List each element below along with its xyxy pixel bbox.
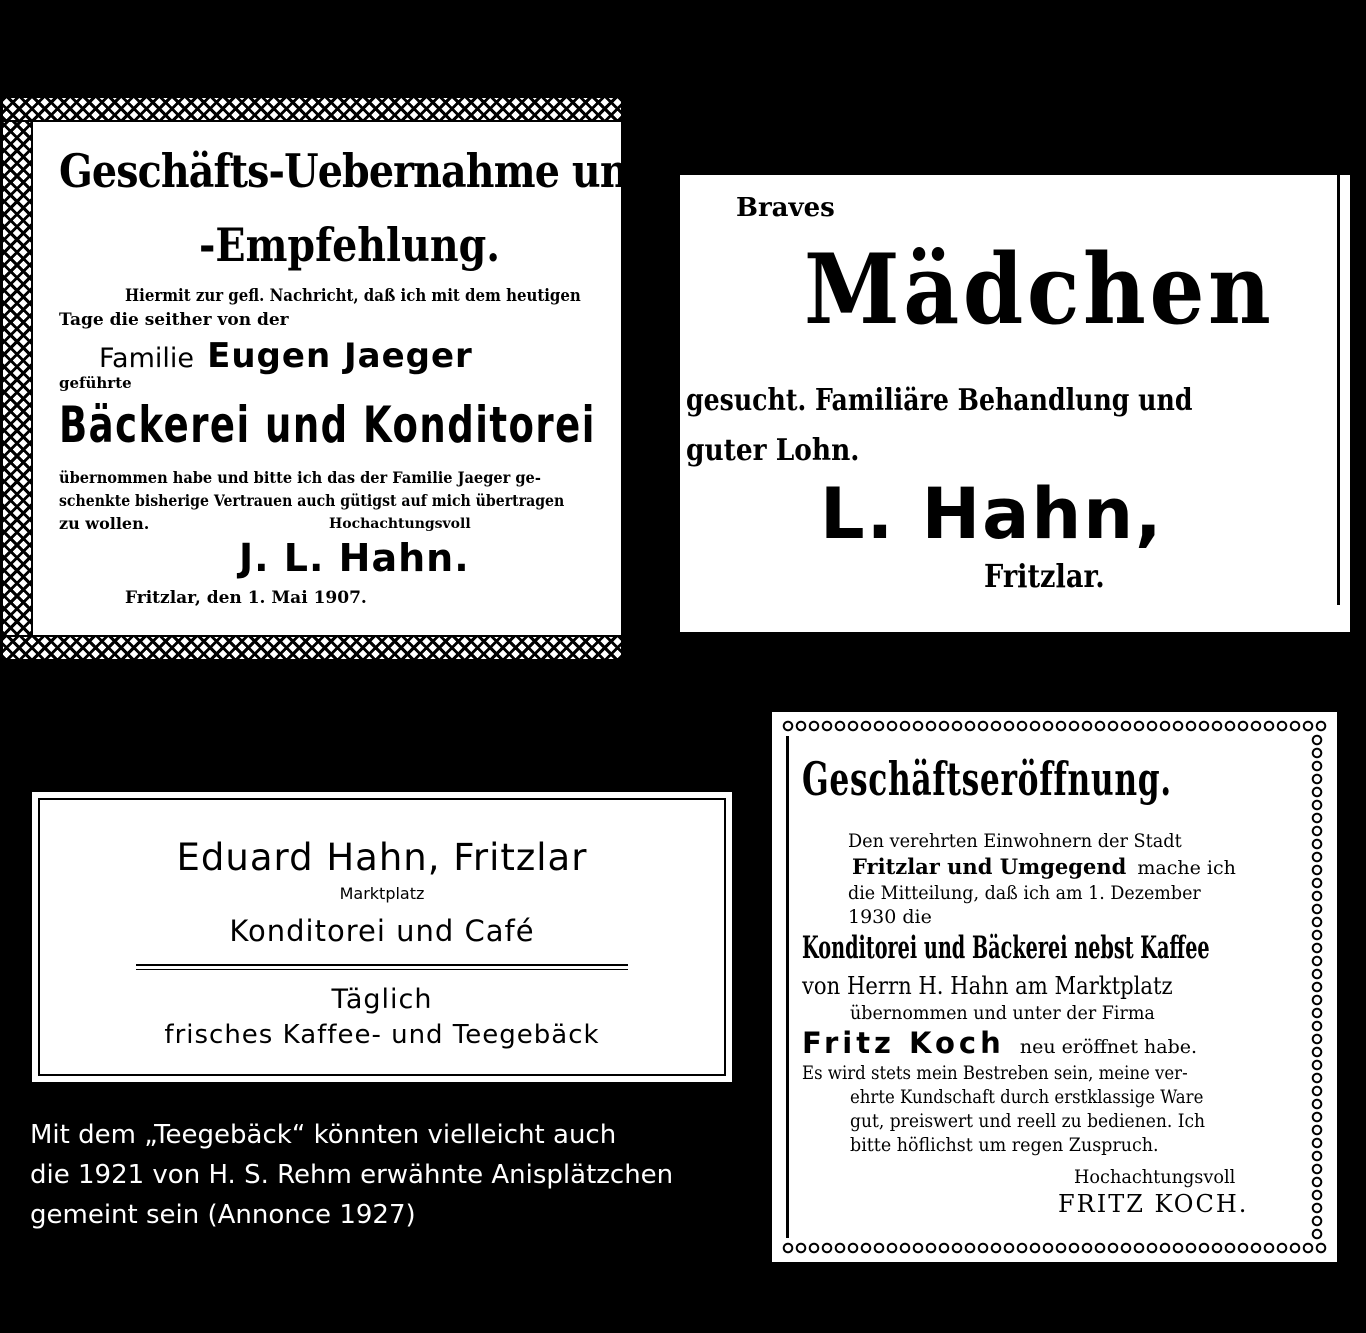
ad-maid-wanted [680,172,1350,632]
caption-line3: gemeint sein (Annonce 1927) [30,1200,416,1230]
ad3-business: Konditorei und Café [229,914,535,948]
ad-cafe [28,788,736,1086]
ad2-right-rule [1337,175,1340,605]
ad1-text-line5: zu wollen. [59,514,150,533]
ad4-line2-rest: mache ich [1137,857,1236,879]
ad4-line12: bitte höflichst um regen Zuspruch. [850,1134,1159,1156]
ad1-familie-label: Familie [99,343,195,374]
ad4-firm-name: Fritz Koch [802,1026,1005,1060]
ad4-chain-border-right [1309,734,1325,1240]
ad1-closing: Hochachtungsvoll [329,516,471,532]
ad4-chain-border-bottom [782,1240,1327,1256]
ad4-line11: gut, preiswert und reell zu bedienen. Ich [850,1110,1206,1132]
ad1-text-line1: Hiermit zur gefl. Nachricht, daß ich mit dem heutigen [125,286,581,306]
ad2-signature: L. Hahn, [820,473,1164,555]
ad3-text-line2: frisches Kaffee- und Teegebäck [164,1020,600,1050]
ad3-name: Eduard Hahn, Fritzlar [176,836,588,879]
ad3-street: Marktplatz [339,884,425,903]
ad4-line2 [852,854,1236,879]
ornament-border-top [3,96,621,122]
ad4-line6: von Herrn H. Hahn am Marktplatz [802,972,1173,1000]
ad3-double-rule-bottom [136,969,628,970]
ad1-text-line4: schenkte bisherige Vertrauen auch gütigst auf mich übertragen [59,491,565,510]
ad4-line8-rest: neu eröffnet habe. [1019,1036,1198,1058]
ad4-border-left [786,736,789,1238]
ad4-line8 [802,1026,1197,1060]
ad2-text-line1: gesucht. Familiäre Behandlung und [686,383,1193,418]
ad4-line5: Konditorei und Bäckerei nebst Kaffee [802,930,1210,966]
ad1-gefuehrte: geführte [59,374,132,392]
ad1-title-line2: -Empfehlung. [199,218,501,272]
ad1-text-line3: übernommen habe und bitte ich das der Familie Jaeger ge- [59,468,541,487]
ad4-chain-border-top [782,718,1327,734]
ad2-title: Mädchen [804,233,1275,346]
caption [30,1115,750,1235]
ad1-signature: J. L. Hahn. [239,536,470,580]
ad4-line9: Es wird stets mein Bestreben sein, meine ver- [802,1062,1188,1084]
caption-line1: Mit dem „Teegebäck“ könnten vielleicht auch [30,1120,617,1150]
ad4-closing: Hochachtungsvoll [1074,1166,1236,1188]
ad1-business: Bäckerei und Konditorei [59,396,596,454]
ornament-border-bottom [3,635,621,661]
ad2-braves: Braves [736,193,835,223]
ad3-double-rule-top [136,964,628,966]
ad4-line10: ehrte Kundschaft durch erstklassige Ware [850,1086,1204,1108]
ad1-title-line1: Geschäfts-Uebernahme und [59,144,655,198]
ad1-place-date: Fritzlar, den 1. Mai 1907. [125,588,367,608]
ad4-line2-bold: Fritzlar und Umgegend [852,854,1127,879]
ad3-text-line1: Täglich [331,984,433,1015]
ad4-line1: Den verehrten Einwohnern der Stadt [848,830,1182,852]
ad4-title: Geschäftseröffnung. [802,752,1172,806]
ad4-line3: die Mitteilung, daß ich am 1. Dezember [848,882,1201,904]
ad-business-takeover [2,95,655,662]
ad1-familie-name: Eugen Jaeger [207,336,473,376]
ad1-familie-row [99,336,473,376]
ad-business-opening [772,712,1337,1262]
ad4-line4: 1930 die [848,906,932,928]
ad2-text-line2: guter Lohn. [686,433,860,468]
ad1-text-line2: Tage die seither von der [59,310,289,330]
ad3-inner-frame [38,798,726,1076]
ad2-place: Fritzlar. [984,557,1105,595]
ornament-border-left [3,122,33,635]
caption-line2: die 1921 von H. S. Rehm erwähnte Anisplätzchen [30,1160,674,1190]
ad4-line7: übernommen und unter der Firma [850,1002,1155,1024]
ad4-signature: FRITZ KOCH. [1058,1190,1249,1218]
